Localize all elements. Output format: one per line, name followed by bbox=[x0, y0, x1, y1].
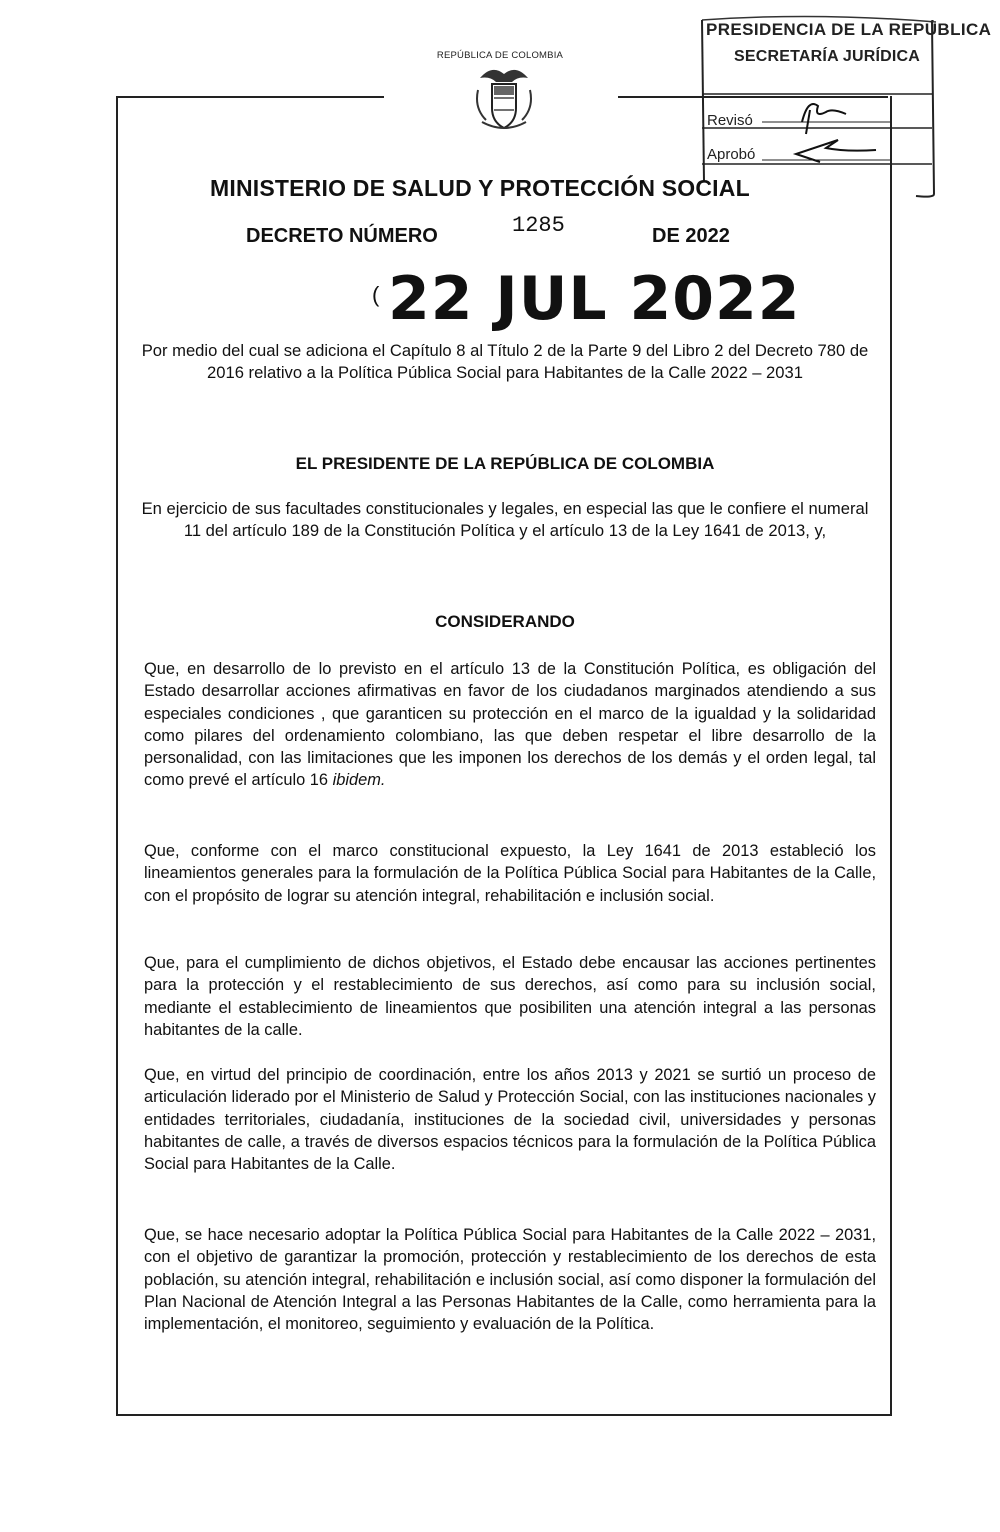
considerando-paragraph-1 bbox=[144, 658, 876, 792]
faculties-paragraph: En ejercicio de sus facultades constitucionales y legales, en especial las que le confiere el numeral 11 del artículo 189 de la Constitución Política y el artículo 13 de la Ley 1641 de 2013, y, bbox=[141, 499, 869, 540]
decree-subject: Por medio del cual se adiciona el Capítulo 8 al Título 2 de la Parte 9 del Libro 2 del Decreto 780 de 2016 relativo a la Política Pública Social para Habitantes de la Calle 2022 – 2031 bbox=[141, 341, 869, 382]
ministry-title: MINISTERIO DE SALUD Y PROTECCIÓN SOCIAL bbox=[210, 175, 750, 201]
stamp-reviso-label: Revisó bbox=[707, 112, 753, 129]
header-rule-left bbox=[116, 96, 384, 98]
decree-number: 1285 bbox=[512, 213, 565, 238]
considerando-heading: CONSIDERANDO bbox=[435, 612, 575, 631]
date-stamp: 22 JUL 2022 bbox=[388, 264, 801, 334]
paragraph-1-text: Que, en desarrollo de lo previsto en el artículo 13 de la Constitución Política, es obligación del Estado desarrollar acciones afirmativas en favor de los ciudadanos marginados atendiendo a sus especiales condiciones , que garanticen su protección en el marco de la igualdad y la solidaridad como pilares del ordenamiento colombiano, las que deben respetar el libre desarrollo de la personalidad, con las limitaciones que les imponen los derechos de los demás y el orden legal, tal como prevé el artículo 16 bbox=[144, 660, 876, 790]
considerando-paragraph-3: Que, para el cumplimiento de dichos objetivos, el Estado debe encausar las acciones pertinentes para la protección y el restablecimiento de sus derechos, así como para su inclusión social, mediante el establecimiento de lineamientos que posibiliten una atención integral a las personas habitantes de la calle. bbox=[144, 954, 876, 1039]
coat-of-arms-icon bbox=[472, 64, 536, 136]
republic-heading: REPÚBLICA DE COLOMBIA bbox=[436, 50, 564, 61]
stamp-title: PRESIDENCIA DE LA REPÚBLICA bbox=[706, 20, 992, 39]
president-heading: EL PRESIDENTE DE LA REPÚBLICA DE COLOMBIA bbox=[295, 454, 715, 473]
considerando-paragraph-4: Que, en virtud del principio de coordinación, entre los años 2013 y 2021 se surtió un proceso de articulación liderado por el Ministerio de Salud y Protección Social, con las instituciones nacionales y entidades territoriales, ciudadanía, instituciones de la sociedad civil, universidades y personas habitantes de calle, a través de diversos espacios técnicos para la formulación de la Política Pública Social para Habitantes de la Calle. bbox=[144, 1066, 876, 1174]
decree-year: DE 2022 bbox=[652, 225, 730, 247]
considerando-paragraph-5: Que, se hace necesario adoptar la Política Pública Social para Habitantes de la Calle 2022 – 2031, con el objetivo de garantizar la promoción, protección y restablecimiento de los derechos de esta población, su atención integral, rehabilitación e inclusión social, así como disponer la formulación del Plan Nacional de Atención Integral a las Personas Habitantes de la Calle, como herramienta para la implementación, el monitoreo, seguimiento y evaluación de la Política. bbox=[144, 1226, 876, 1334]
date-paren: ( bbox=[372, 282, 380, 307]
decree-label: DECRETO NÚMERO bbox=[246, 225, 438, 247]
stamp-aprobo-label: Aprobó bbox=[707, 146, 756, 163]
stamp-subtitle: SECRETARÍA JURÍDICA bbox=[734, 48, 921, 65]
review-stamp bbox=[696, 14, 992, 200]
considerando-paragraph-2: Que, conforme con el marco constitucional expuesto, la Ley 1641 de 2013 estableció los lineamientos generales para la formulación de la Política Pública Social para Habitantes de la Calle, con el propósito de lograr su atención integral, rehabilitación e inclusión social. bbox=[144, 842, 876, 905]
paragraph-1-italic: ibidem. bbox=[332, 771, 386, 790]
